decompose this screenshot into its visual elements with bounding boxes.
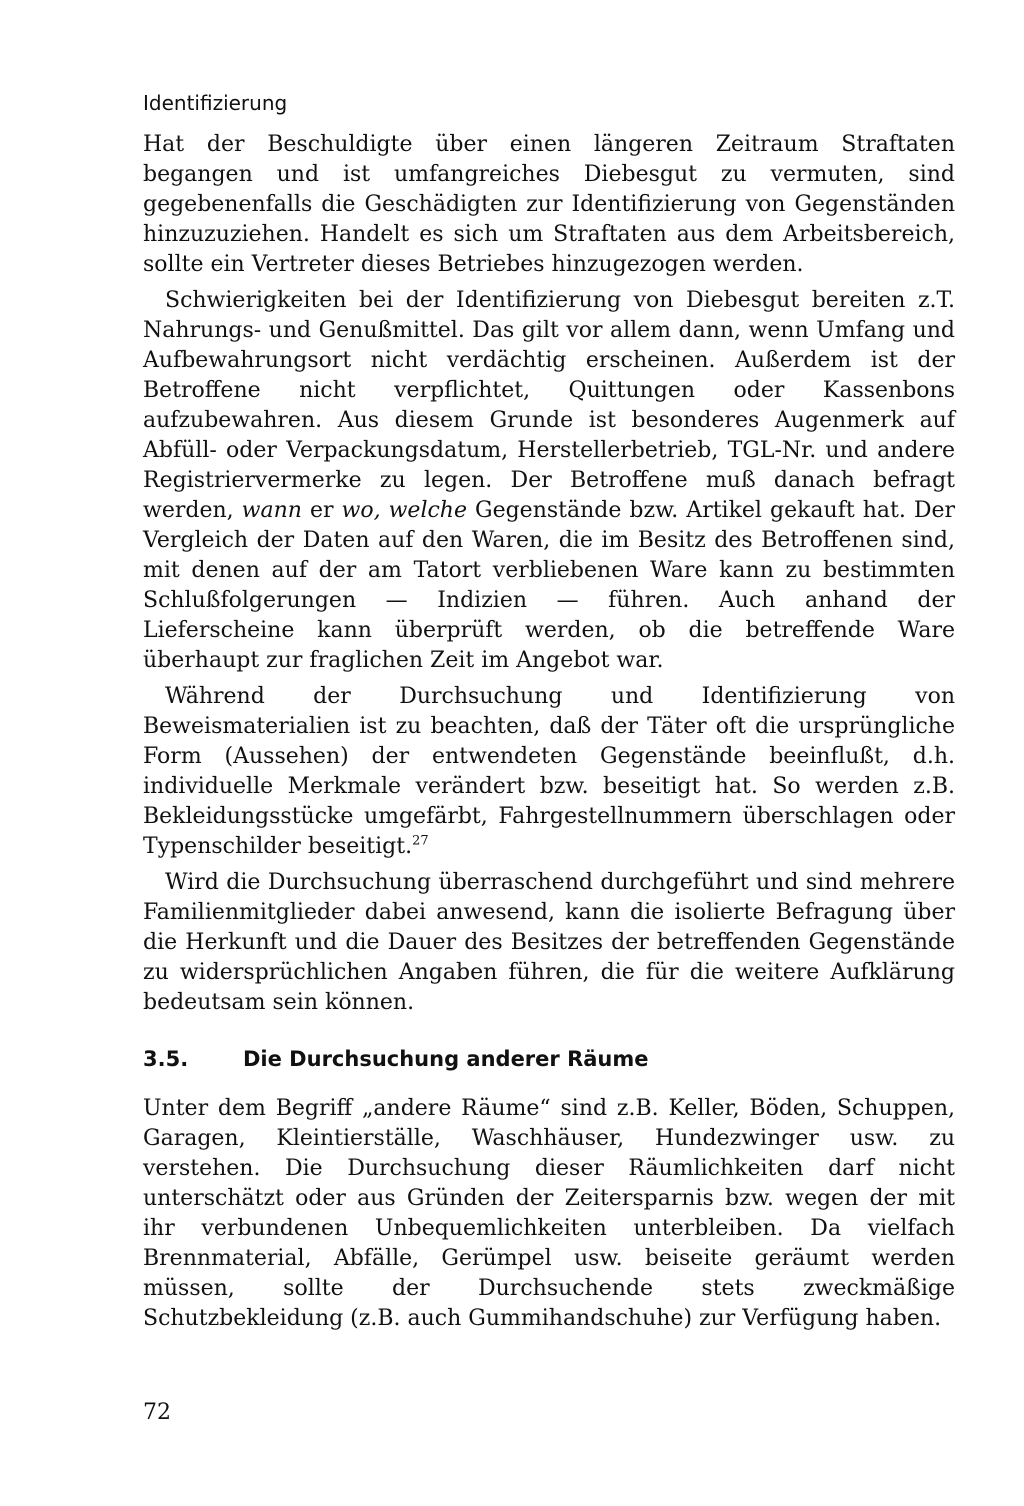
emphasis-text: wann	[241, 498, 302, 523]
page-number: 72	[143, 1400, 171, 1425]
section-number: 3.5.	[143, 1047, 189, 1071]
paragraph	[143, 286, 955, 676]
paragraphs-before	[143, 130, 955, 1018]
subheading: Identifizierung	[143, 91, 288, 115]
paragraph-text: er	[301, 498, 342, 523]
paragraph-text: Hat der Beschuldigte über einen längeren Zeitraum Straftaten begangen und ist umfangreiches Diebesgut zu vermuten, sind gegebenenfalls die Geschädigten zur Identifizierung von Gegenständen hinzuzuziehen. Handelt es sich um Straftaten aus dem Arbeitsbereich, sollte ein Vertreter dieses Betriebes hinzugezogen werden.	[143, 132, 955, 277]
paragraph-text: Gegenstände bzw. Artikel gekauft hat. Der Vergleich der Daten auf den Waren, die im Besitz des Betroffenen sind, mit denen auf der am Tatort verbliebenen Ware kann zu bestimmten Schlußfolgerungen — Indizien — führen. Auch anhand der Lieferscheine kann überprüft werden, ob die betreffende Ware überhaupt zur fraglichen Zeit im Angebot war.	[143, 498, 955, 673]
paragraphs-after	[143, 1094, 955, 1334]
section-title: Die Durchsuchung anderer Räume	[243, 1047, 649, 1071]
paragraph-text: Unter dem Begriff „andere Räume“ sind z.B. Keller, Böden, Schuppen, Garagen, Kleintierställe, Waschhäuser, Hundezwinger usw. zu verstehen. Die Durchsuchung dieser Räumlichkeiten darf nicht unterschätzt oder aus Gründen der Zeitersparnis bzw. wegen der mit ihr verbundenen Unbequemlichkeiten unterbleiben. Da vielfach Brennmaterial, Abfälle, Gerümpel usw. beiseite geräumt werden müssen, sollte der Durchsuchende stets zweckmäßige Schutzbekleidung (z.B. auch Gummihandschuhe) zur Verfügung haben.	[143, 1096, 955, 1331]
page-body	[143, 88, 955, 1334]
paragraph	[143, 130, 955, 280]
section-heading	[143, 1044, 955, 1074]
paragraph-text: Schwierigkeiten bei der Identifizierung von Diebesgut bereiten z.T. Nahrungs- und Genußmittel. Das gilt vor allem dann, wenn Umfang und Aufbewahrungsort nicht verdächtig erscheinen. Außerdem ist der Betroffene nicht verpflichtet, Quittungen oder Kassenbons aufzubewahren. Aus diesem Grunde ist besonderes Augenmerk auf Abfüll- oder Verpackungsdatum, Herstellerbetrieb, TGL-Nr. und andere Registriervermerke zu legen. Der Betroffene muß danach befragt werden,	[143, 288, 955, 523]
paragraph	[143, 1094, 955, 1334]
paragraph-text: Während der Durchsuchung und Identifizierung von Beweismaterialien ist zu beachten, daß der Täter oft die ursprüngliche Form (Aussehen) der entwendeten Gegenstände beeinflußt, d.h. individuelle Merkmale verändert bzw. beseitigt hat. So werden z.B. Bekleidungsstücke umgefärbt, Fahrgestellnummern überschlagen oder Typenschilder beseitigt.	[143, 684, 955, 859]
paragraph-text: Wird die Durchsuchung überraschend durchgeführt und sind mehrere Familienmitglieder dabei anwesend, kann die isolierte Befragung über die Herkunft und die Dauer des Besitzes der betreffenden Gegenstände zu widersprüchlichen Angaben führen, die für die weitere Aufklärung bedeutsam sein können.	[143, 870, 955, 1015]
paragraph	[143, 868, 955, 1018]
emphasis-text: wo, welche	[341, 498, 467, 523]
footnote-marker: 27	[412, 833, 429, 849]
paragraph	[143, 682, 955, 862]
